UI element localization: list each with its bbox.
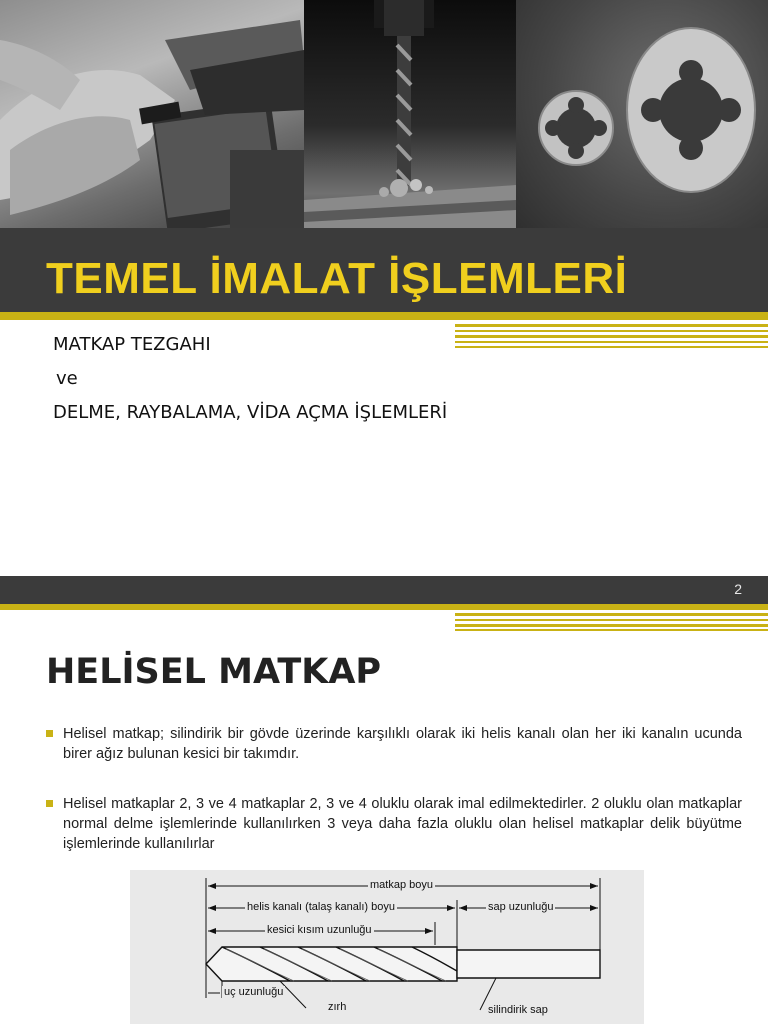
- drill-bit-photo: [304, 0, 516, 228]
- label-cylindrical-shank: silindirik sap: [488, 1004, 548, 1016]
- bullet-square-icon: [46, 730, 53, 737]
- twist-drill-diagram: [130, 870, 644, 1024]
- label-flute-length: helis kanalı (talaş kanalı) boyu: [247, 901, 395, 913]
- presentation-title: TEMEL İMALAT İŞLEMLERİ: [46, 254, 628, 303]
- bullet-item: [46, 794, 742, 854]
- decorative-stripes: [455, 610, 768, 632]
- label-margin: zırh: [328, 1001, 347, 1013]
- subtitle-line-1: MATKAP TEZGAHI: [53, 334, 211, 355]
- bullet-text: Helisel matkaplar 2, 3 ve 4 matkaplar 2, 3 ve 4 oluklu olarak imal edilmektedirler. 2 oluklu olan matkaplar normal delme işlemlerinde kullanılırken 3 veya daha fazla oluklu olan helisel matkaplar delik büyütme işlemlerinde kullanılırlar: [63, 796, 742, 852]
- bullet-text: Helisel matkap; silindirik bir gövde üzerinde karşılıklı olarak iki helis kanalı olan her iki kanalın ucunda birer ağız bulunan kesici bir takımdır.: [63, 726, 742, 762]
- bullet-item: [46, 724, 742, 764]
- subtitle-line-2: ve: [56, 368, 78, 389]
- header-band: [0, 576, 768, 604]
- label-shank-length: sap uzunluğu: [488, 901, 554, 913]
- label-drill-length: matkap boyu: [370, 879, 433, 891]
- slide-title: HELİSEL MATKAP: [46, 652, 382, 692]
- title-accent-stripe: [0, 312, 768, 320]
- bullet-square-icon: [46, 800, 53, 807]
- hand-file-photo: [0, 0, 304, 228]
- threading-dies-photo: [516, 0, 768, 228]
- subtitle-line-3: DELME, RAYBALAMA, VİDA AÇMA İŞLEMLERİ: [53, 402, 448, 423]
- content-slide: [0, 576, 768, 1024]
- decorative-stripes: [455, 320, 768, 350]
- label-point-length: uç uzunluğu: [224, 986, 284, 998]
- label-cutting-length: kesici kısım uzunluğu: [267, 924, 372, 936]
- slide-number: 2: [734, 581, 742, 597]
